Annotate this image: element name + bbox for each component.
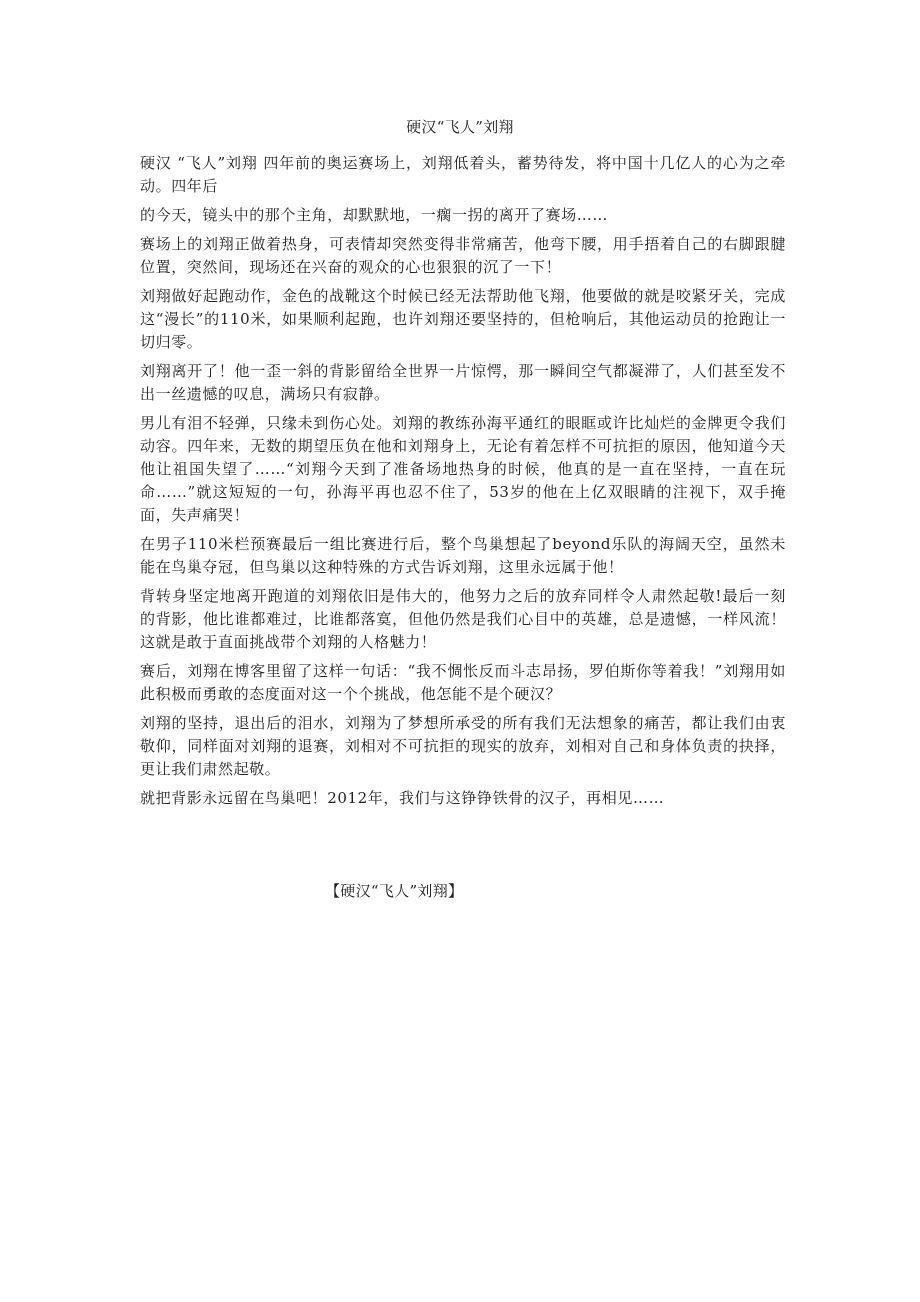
document-title: 硬汉“飞人”刘翔: [406, 118, 514, 136]
paragraph-7: 在男子110米栏预赛最后一组比赛进行后，整个鸟巢想起了beyond乐队的海阔天空，虽然未能在鸟巢夺冠，但鸟巢以这种特殊的方式告诉刘翔，这里永远属于他！: [140, 535, 786, 576]
paragraph-3: 赛场上的刘翔正做着热身，可表情却突然变得非常痛苦，他弯下腰，用手捂着自己的右脚跟腱位置，突然间，现场还在兴奋的观众的心也狠狠的沉了一下！: [140, 235, 786, 276]
document-body: [140, 152, 786, 816]
paragraph-4: 刘翔做好起跑动作，金色的战靴这个时候已经无法帮助他飞翔，他要做的就是咬紧牙关，完成这“漫长”的110米，如果顺利起跑，也许刘翔还要坚持的，但枪响后，其他运动员的抢跑让一切归零。: [140, 287, 786, 351]
paragraph-5: 刘翔离开了！他一歪一斜的背影留给全世界一片惊愕，那一瞬间空气都凝滞了，人们甚至发不出一丝遗憾的叹息，满场只有寂静。: [140, 362, 786, 403]
paragraph-8: 背转身坚定地离开跑道的刘翔依旧是伟大的，他努力之后的放弃同样令人肃然起敬!最后一刻的背影，他比谁都难过，比谁都落寞，但他仍然是我们心目中的英雄，总是遗憾，一样风流！这就是敢于直面挑战带个刘翔的人格魅力！: [140, 587, 786, 651]
paragraph-6: 男儿有泪不轻弹，只缘未到伤心处。刘翔的教练孙海平通红的眼眶或许比灿烂的金牌更令我们动容。四年来，无数的期望压负在他和刘翔身上，无论有着怎样不可抗拒的原因，他知道今天他让祖国失望了……“刘翔今天到了准备场地热身的时候，他真的是一直在坚持，一直在玩命……”就这短短的一句，孙海平再也忍不住了，53岁的他在上亿双眼睛的注视下，双手掩面，失声痛哭！: [140, 414, 786, 524]
paragraph-10: 刘翔的坚持，退出后的泪水，刘翔为了梦想所承受的所有我们无法想象的痛苦，都让我们由衷敬仰，同样面对刘翔的退赛，刘相对不可抗拒的现实的放弃，刘相对自己和身体负责的抉择，更让我们肃然起敬。: [140, 714, 786, 778]
paragraph-11: 就把背影永远留在鸟巢吧！2012年，我们与这铮铮铁骨的汉子，再相见……: [140, 789, 665, 807]
paragraph-1: 硬汉 “飞人”刘翔 四年前的奥运赛场上，刘翔低着头，蓄势待发，将中国十几亿人的心为之牵动。四年后: [140, 154, 786, 195]
paragraph-9: 赛后，刘翔在博客里留了这样一句话：“我不惆怅反而斗志昂扬，罗伯斯你等着我！”刘翔用如此积极而勇敢的态度面对这一个个挑战，他怎能不是个硬汉？: [140, 662, 786, 703]
footer-title: 【硬汉“飞人”刘翔】: [325, 882, 464, 900]
paragraph-2: 的今天，镜头中的那个主角，却默默地，一瘸一拐的离开了赛场……: [140, 206, 609, 224]
